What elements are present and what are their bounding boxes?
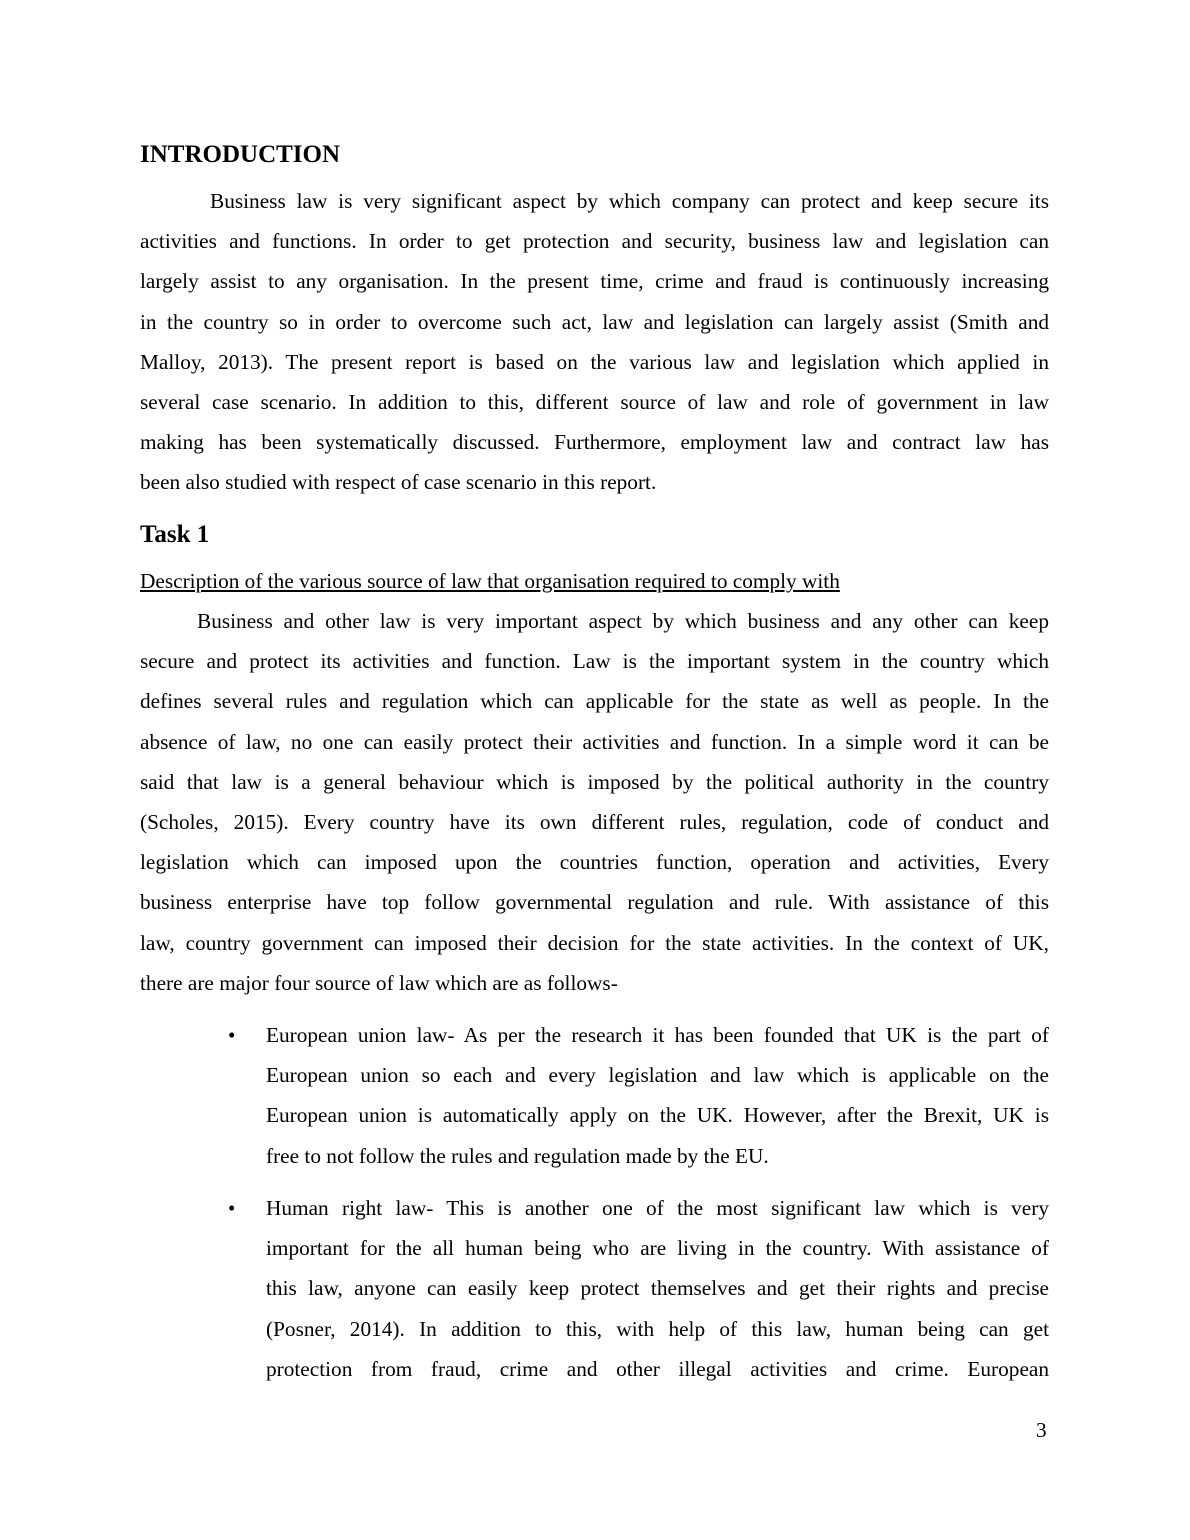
text-line: secure and protect its activities and function. Law is the important system in the country which	[140, 649, 1049, 674]
task1-heading: Task 1	[140, 521, 210, 548]
text-line: been also studied with respect of case scenario in this report.	[140, 470, 657, 495]
text-line: largely assist to any organisation. In the present time, crime and fraud is continuously increasing	[140, 269, 1049, 294]
text-line: Human right law- This is another one of the most significant law which is very	[266, 1196, 1049, 1220]
bullet-icon: •	[228, 1023, 236, 1047]
bullet-item-european-union-law	[228, 1015, 1049, 1176]
text-line: free to not follow the rules and regulation made by the EU.	[266, 1143, 769, 1168]
text-line: (Scholes, 2015). Every country have its own different rules, regulation, code of conduct and	[140, 809, 1049, 834]
text-line: in the country so in order to overcome such act, law and legislation can largely assist (Smith and	[140, 309, 1049, 334]
text-line: there are major four source of law which are as follows-	[140, 970, 618, 995]
text-line: (Posner, 2014). In addition to this, with help of this law, human being can get	[266, 1316, 1049, 1341]
text-line: several case scenario. In addition to this, different source of law and role of government in law	[140, 389, 1049, 414]
text-line: this law, anyone can easily keep protect themselves and get their rights and precise	[266, 1276, 1049, 1301]
page-number: 3	[1036, 1418, 1047, 1442]
text-line: legislation which can imposed upon the countries function, operation and activities, Every	[140, 850, 1049, 875]
task1-paragraph	[140, 601, 1049, 1003]
bullet-icon: •	[228, 1196, 236, 1220]
introduction-heading: INTRODUCTION	[140, 141, 341, 168]
text-line: said that law is a general behaviour which is imposed by the political authority in the country	[140, 769, 1049, 794]
task1-subheading: Description of the various source of law that organisation required to comply with	[140, 569, 840, 593]
text-line: business enterprise have top follow governmental regulation and rule. With assistance of this	[140, 890, 1049, 915]
text-line: Business and other law is very important aspect by which business and any other can keep	[197, 609, 1049, 633]
text-line: Business law is very significant aspect by which company can protect and keep secure its	[210, 189, 1049, 213]
bullet-item-human-right-law	[228, 1188, 1049, 1389]
text-line: law, country government can imposed their decision for the state activities. In the context of UK,	[140, 930, 1049, 955]
text-line: European union law- As per the research it has been founded that UK is the part of	[266, 1023, 1049, 1047]
text-line: absence of law, no one can easily protect their activities and function. In a simple word it can be	[140, 729, 1049, 754]
introduction-paragraph	[140, 181, 1049, 503]
text-line: activities and functions. In order to get protection and security, business law and legislation can	[140, 229, 1049, 254]
text-line: important for the all human being who are living in the country. With assistance of	[266, 1236, 1049, 1261]
text-line: protection from fraud, crime and other illegal activities and crime. European	[266, 1356, 1049, 1381]
text-line: defines several rules and regulation which can applicable for the state as well as people. In the	[140, 689, 1049, 714]
text-line: Malloy, 2013). The present report is based on the various law and legislation which applied in	[140, 349, 1049, 374]
text-line: European union so each and every legislation and law which is applicable on the	[266, 1063, 1049, 1088]
text-line: European union is automatically apply on the UK. However, after the Brexit, UK is	[266, 1103, 1049, 1128]
text-line: making has been systematically discussed. Furthermore, employment law and contract law has	[140, 430, 1049, 455]
